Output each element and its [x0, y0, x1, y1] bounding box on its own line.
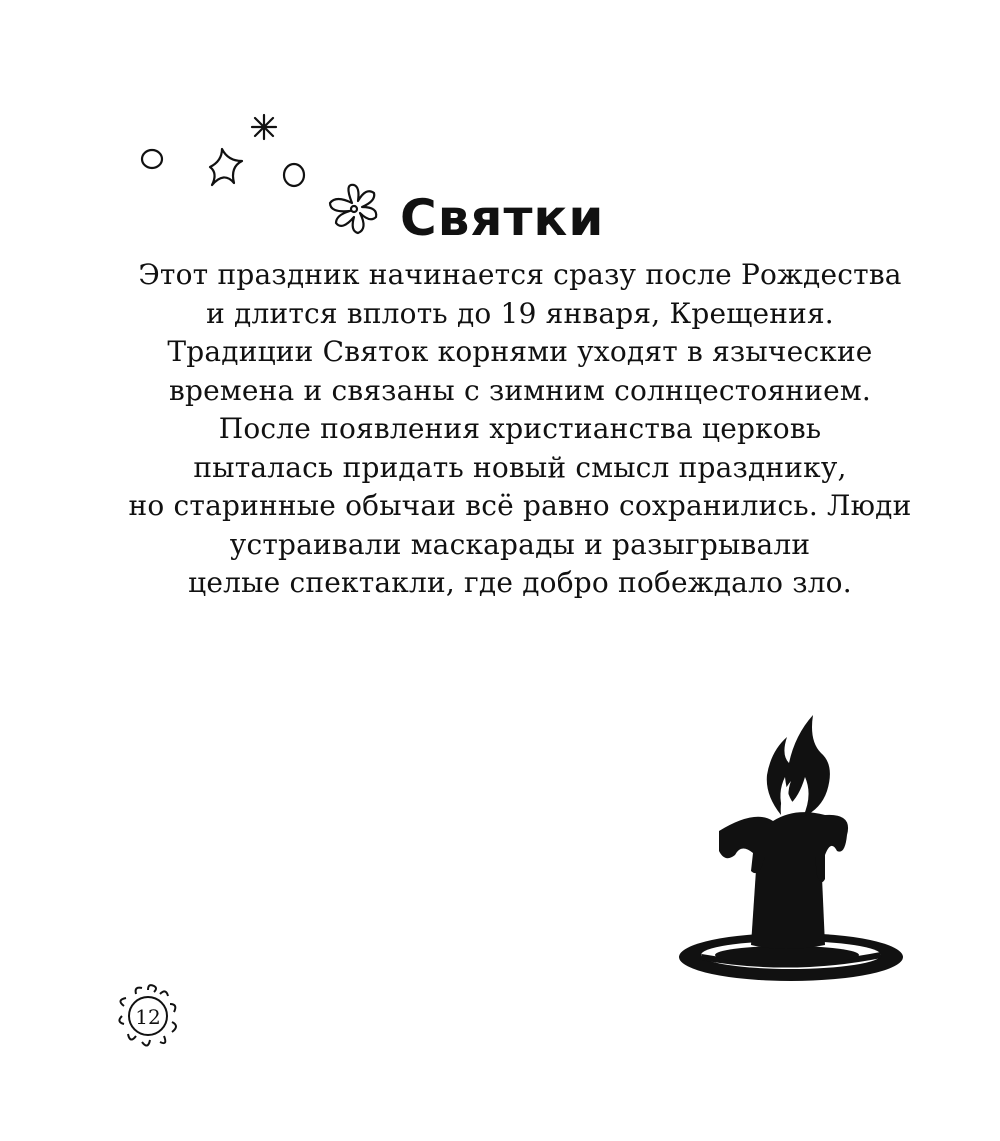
body-line: Этот праздник начинается сразу после Рождества	[138, 258, 902, 291]
body-line: целые спектакли, где добро побеждало зло.	[188, 566, 852, 599]
circle-icon	[142, 150, 162, 168]
flower-icon	[330, 185, 376, 233]
body-line: времена и связаны с зимним солнцестоянием.	[169, 373, 871, 407]
body-line: После появления христианства церковь	[218, 412, 822, 445]
body-paragraph	[100, 256, 940, 603]
sparkle-star-icon	[210, 149, 242, 185]
circle-icon	[284, 164, 304, 186]
candle-icon	[675, 705, 910, 990]
asterisk-icon	[252, 115, 276, 139]
body-line: пыталась придать новый смысл празднику,	[193, 450, 847, 484]
page-title: Святки	[400, 189, 605, 247]
page-number-badge	[108, 978, 188, 1058]
page-number: 12	[135, 1005, 161, 1029]
body-line: Традиции Святок корнями уходят в языческие	[167, 335, 873, 368]
body-line: устраивали маскарады и разыгрывали	[229, 527, 811, 561]
body-line: но старинные обычаи всё равно сохранились. Люди	[128, 489, 912, 522]
body-line: и длится вплоть до 19 января, Крещения.	[206, 296, 834, 330]
decorative-doodles	[130, 105, 390, 250]
